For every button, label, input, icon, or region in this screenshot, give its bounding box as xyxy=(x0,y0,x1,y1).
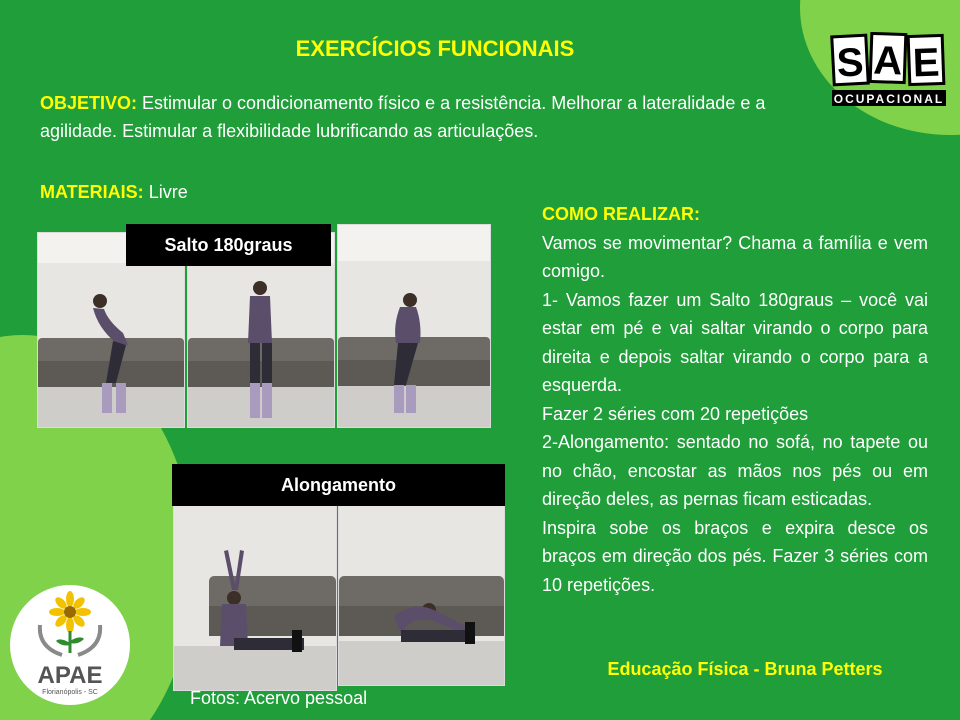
objective-body: Estimular o condicionamento físico e a resistência. Melhorar a lateralidade e a agilidade. Estimular a flexibilidade lubrificando as articulações. xyxy=(40,93,766,141)
instructions-block xyxy=(542,200,928,599)
alongamento-label: Alongamento xyxy=(172,464,505,506)
instructions-paragraph-5: Inspira sobe os braços e expira desce os braços em direção dos pés. Fazer 3 séries com 10 repetições. xyxy=(542,517,928,595)
instructions-paragraph-3: Fazer 2 séries com 20 repetições xyxy=(542,403,809,424)
salto-label: Salto 180graus xyxy=(126,224,331,266)
photo-alongamento-1 xyxy=(173,505,337,691)
sae-letter-s: S xyxy=(835,40,865,86)
photo-credit: Fotos: Acervo pessoal xyxy=(190,688,368,708)
objective-text xyxy=(40,89,780,145)
apae-city: Florianópolis - SC xyxy=(42,689,98,696)
flower-icon xyxy=(40,591,100,655)
instructions-paragraph-2: 1- Vamos fazer um Salto 180graus – você vai estar em pé e vai saltar virando o corpo para direita e depois saltar virando o corpo para a esquerda. xyxy=(542,289,928,395)
page-title: EXERCÍCIOS FUNCIONAIS xyxy=(295,36,575,61)
apae-logo xyxy=(10,585,130,705)
materials-text xyxy=(40,180,188,204)
sae-subtitle: OCUPACIONAL xyxy=(833,92,945,106)
sae-letter-e: E xyxy=(912,40,941,86)
materials-body: Livre xyxy=(148,182,188,202)
photo-salto-3 xyxy=(337,224,491,428)
photo-alongamento-2 xyxy=(338,505,505,686)
sae-letter-a: A xyxy=(872,38,904,84)
apae-name: APAE xyxy=(37,662,103,689)
footer-author: Educação Física - Bruna Petters xyxy=(607,659,883,679)
instructions-paragraph-1: Vamos se movimentar? Chama a família e vem comigo. xyxy=(542,232,928,281)
sae-logo xyxy=(830,32,948,112)
materials-label: MATERIAIS: xyxy=(40,182,144,202)
instructions-paragraph-4: 2-Alongamento: sentado no sofá, no tapete ou no chão, encostar as mãos nos pés ou em direção deles, as pernas ficam esticadas. xyxy=(542,432,928,509)
instructions-heading: COMO REALIZAR: xyxy=(542,204,700,224)
objective-label: OBJETIVO: xyxy=(40,93,138,113)
